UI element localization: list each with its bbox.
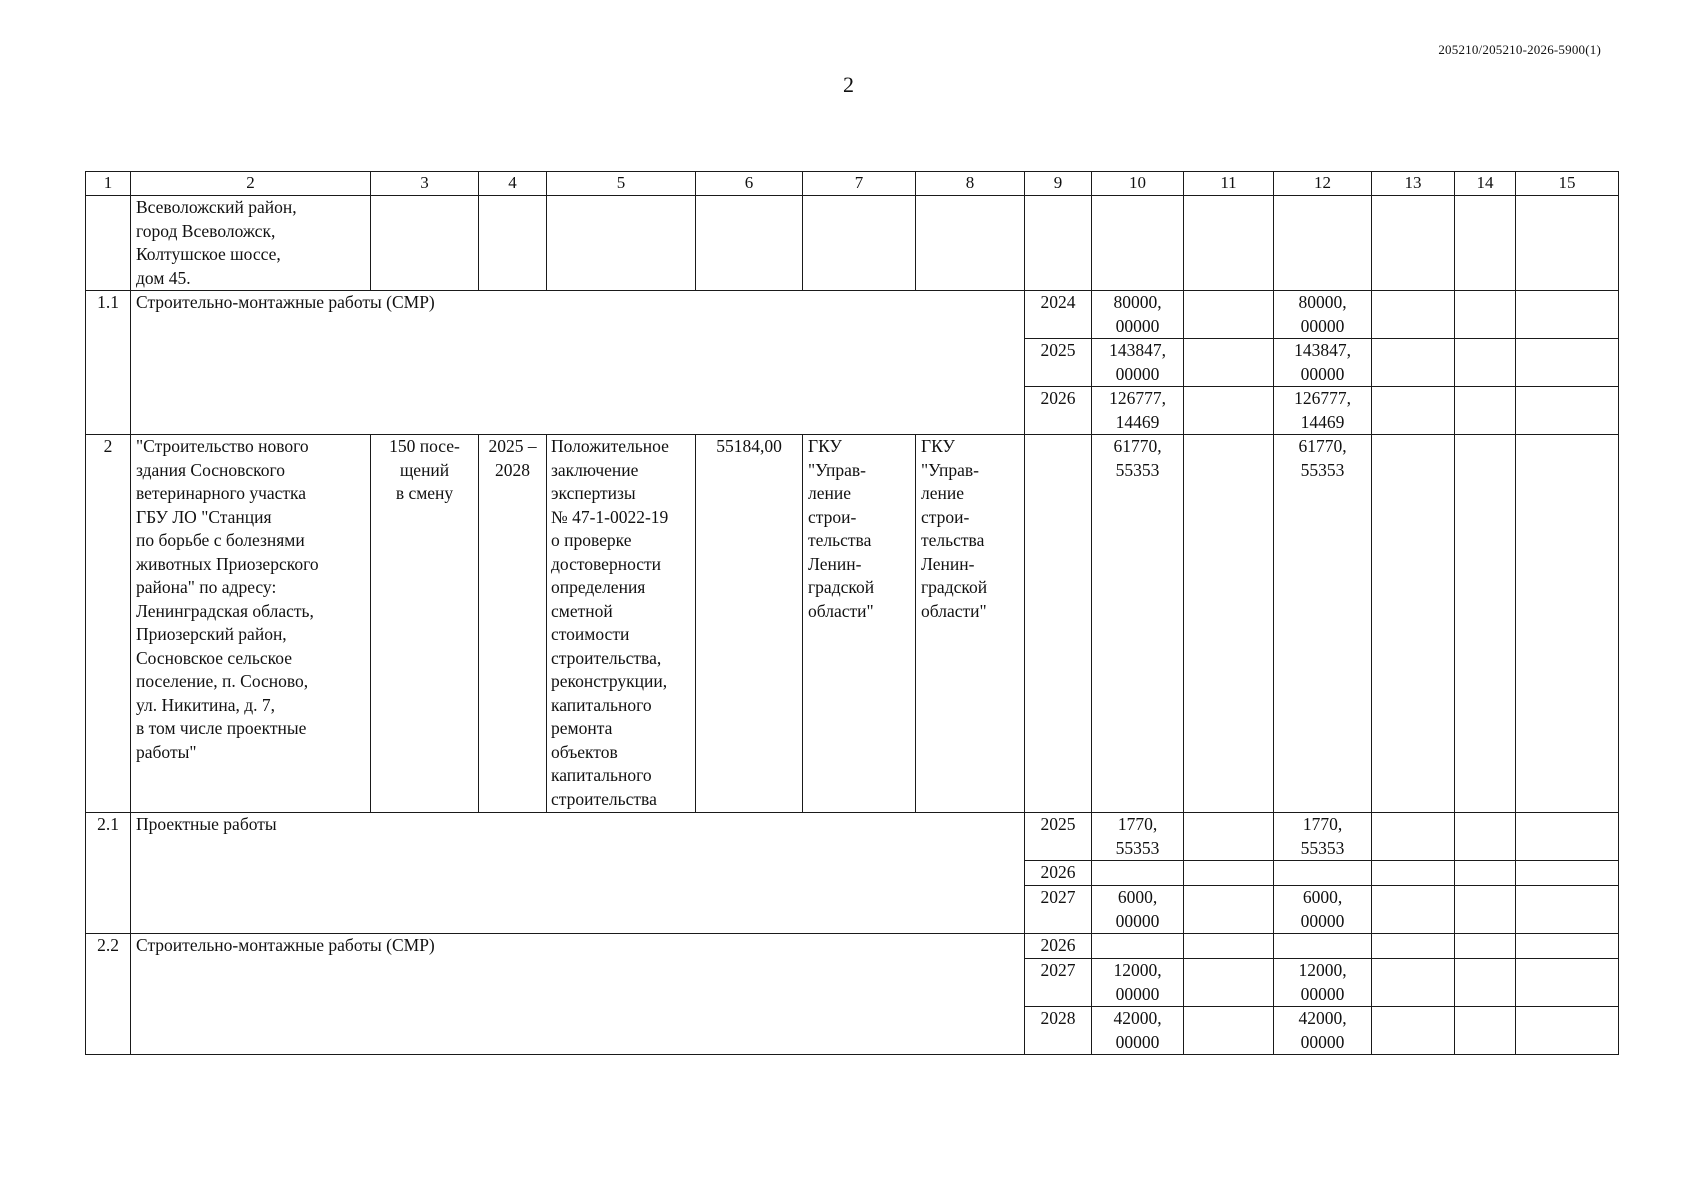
row-number: 2.1	[86, 813, 131, 934]
page-number: 2	[843, 72, 854, 97]
amount-cell	[1274, 934, 1372, 959]
amount-cell	[1092, 861, 1184, 886]
amount-cell: 42000, 00000	[1274, 1007, 1372, 1055]
amount-cell: 12000, 00000	[1274, 959, 1372, 1007]
investment-table	[85, 171, 1619, 1055]
row-number: 2.2	[86, 934, 131, 1055]
amount-cell: 6000, 00000	[1274, 886, 1372, 934]
column-number: 15	[1516, 172, 1619, 196]
developer: ГКУ "Управ- ление строи- тельства Ленин- градской области"	[916, 435, 1025, 813]
column-number-row	[86, 172, 1619, 196]
expertise-conclusion: Положительное заключение экспертизы № 47-1-0022-19 о проверке достоверности определения сметной стоимости строительства, реконструкции, капитального ремонта объектов капитального строительства	[547, 435, 696, 813]
state-customer: ГКУ "Управ- ление строи- тельства Ленин- градской области"	[803, 435, 916, 813]
document-number: 205210/205210-2026-5900(1)	[1438, 42, 1601, 57]
project-row	[86, 435, 1619, 813]
column-number: 11	[1184, 172, 1274, 196]
amount-cell: 143847, 00000	[1092, 339, 1184, 387]
year-cell: 2026	[1025, 387, 1092, 435]
year-cell: 2026	[1025, 934, 1092, 959]
amount-cell: 6000, 00000	[1092, 886, 1184, 934]
column-number: 10	[1092, 172, 1184, 196]
column-number: 12	[1274, 172, 1372, 196]
year-cell: 2027	[1025, 886, 1092, 934]
table-row	[86, 934, 1619, 959]
amount-cell: 61770, 55353	[1092, 435, 1184, 813]
column-number: 9	[1025, 172, 1092, 196]
amount-cell: 1770, 55353	[1092, 813, 1184, 861]
year-cell: 2024	[1025, 291, 1092, 339]
year-cell: 2026	[1025, 861, 1092, 886]
continuation-row	[86, 196, 1619, 291]
table-row	[86, 813, 1619, 861]
project-name: "Строительство нового здания Сосновского ветеринарного участка ГБУ ЛО "Станция по борьбе с болезнями животных Приозерского района" по адресу: Ленинградская область, Приозерский район, Сосновское сельское поселение, п. Сосново, ул. Никитина, д. 7, в том числе проектные работы"	[131, 435, 371, 813]
project-capacity: 150 посе- щений в смену	[371, 435, 479, 813]
amount-cell: 61770, 55353	[1274, 435, 1372, 813]
column-number: 14	[1455, 172, 1516, 196]
column-number: 3	[371, 172, 479, 196]
column-number: 5	[547, 172, 696, 196]
amount-cell	[1092, 934, 1184, 959]
amount-cell: 143847, 00000	[1274, 339, 1372, 387]
amount-cell: 42000, 00000	[1092, 1007, 1184, 1055]
row-number: 1.1	[86, 291, 131, 435]
estimated-cost: 55184,00	[696, 435, 803, 813]
column-number: 4	[479, 172, 547, 196]
column-number: 8	[916, 172, 1025, 196]
year-cell: 2028	[1025, 1007, 1092, 1055]
column-number: 1	[86, 172, 131, 196]
amount-cell: 80000, 00000	[1092, 291, 1184, 339]
stage-title: Строительно-монтажные работы (СМР)	[131, 291, 1025, 435]
amount-cell	[1274, 861, 1372, 886]
amount-cell: 80000, 00000	[1274, 291, 1372, 339]
stage-title: Проектные работы	[131, 813, 1025, 934]
amount-cell: 1770, 55353	[1274, 813, 1372, 861]
column-number: 6	[696, 172, 803, 196]
column-number: 13	[1372, 172, 1455, 196]
amount-cell: 12000, 00000	[1092, 959, 1184, 1007]
year-cell: 2027	[1025, 959, 1092, 1007]
column-number: 7	[803, 172, 916, 196]
year-cell: 2025	[1025, 339, 1092, 387]
row-number: 2	[86, 435, 131, 813]
year-cell: 2025	[1025, 813, 1092, 861]
stage-title: Строительно-монтажные работы (СМР)	[131, 934, 1025, 1055]
address-continuation: Всеволожский район, город Всеволожск, Колтушское шоссе, дом 45.	[131, 196, 371, 291]
amount-cell: 126777, 14469	[1274, 387, 1372, 435]
project-period: 2025 – 2028	[479, 435, 547, 813]
column-number: 2	[131, 172, 371, 196]
amount-cell: 126777, 14469	[1092, 387, 1184, 435]
table-row	[86, 291, 1619, 339]
